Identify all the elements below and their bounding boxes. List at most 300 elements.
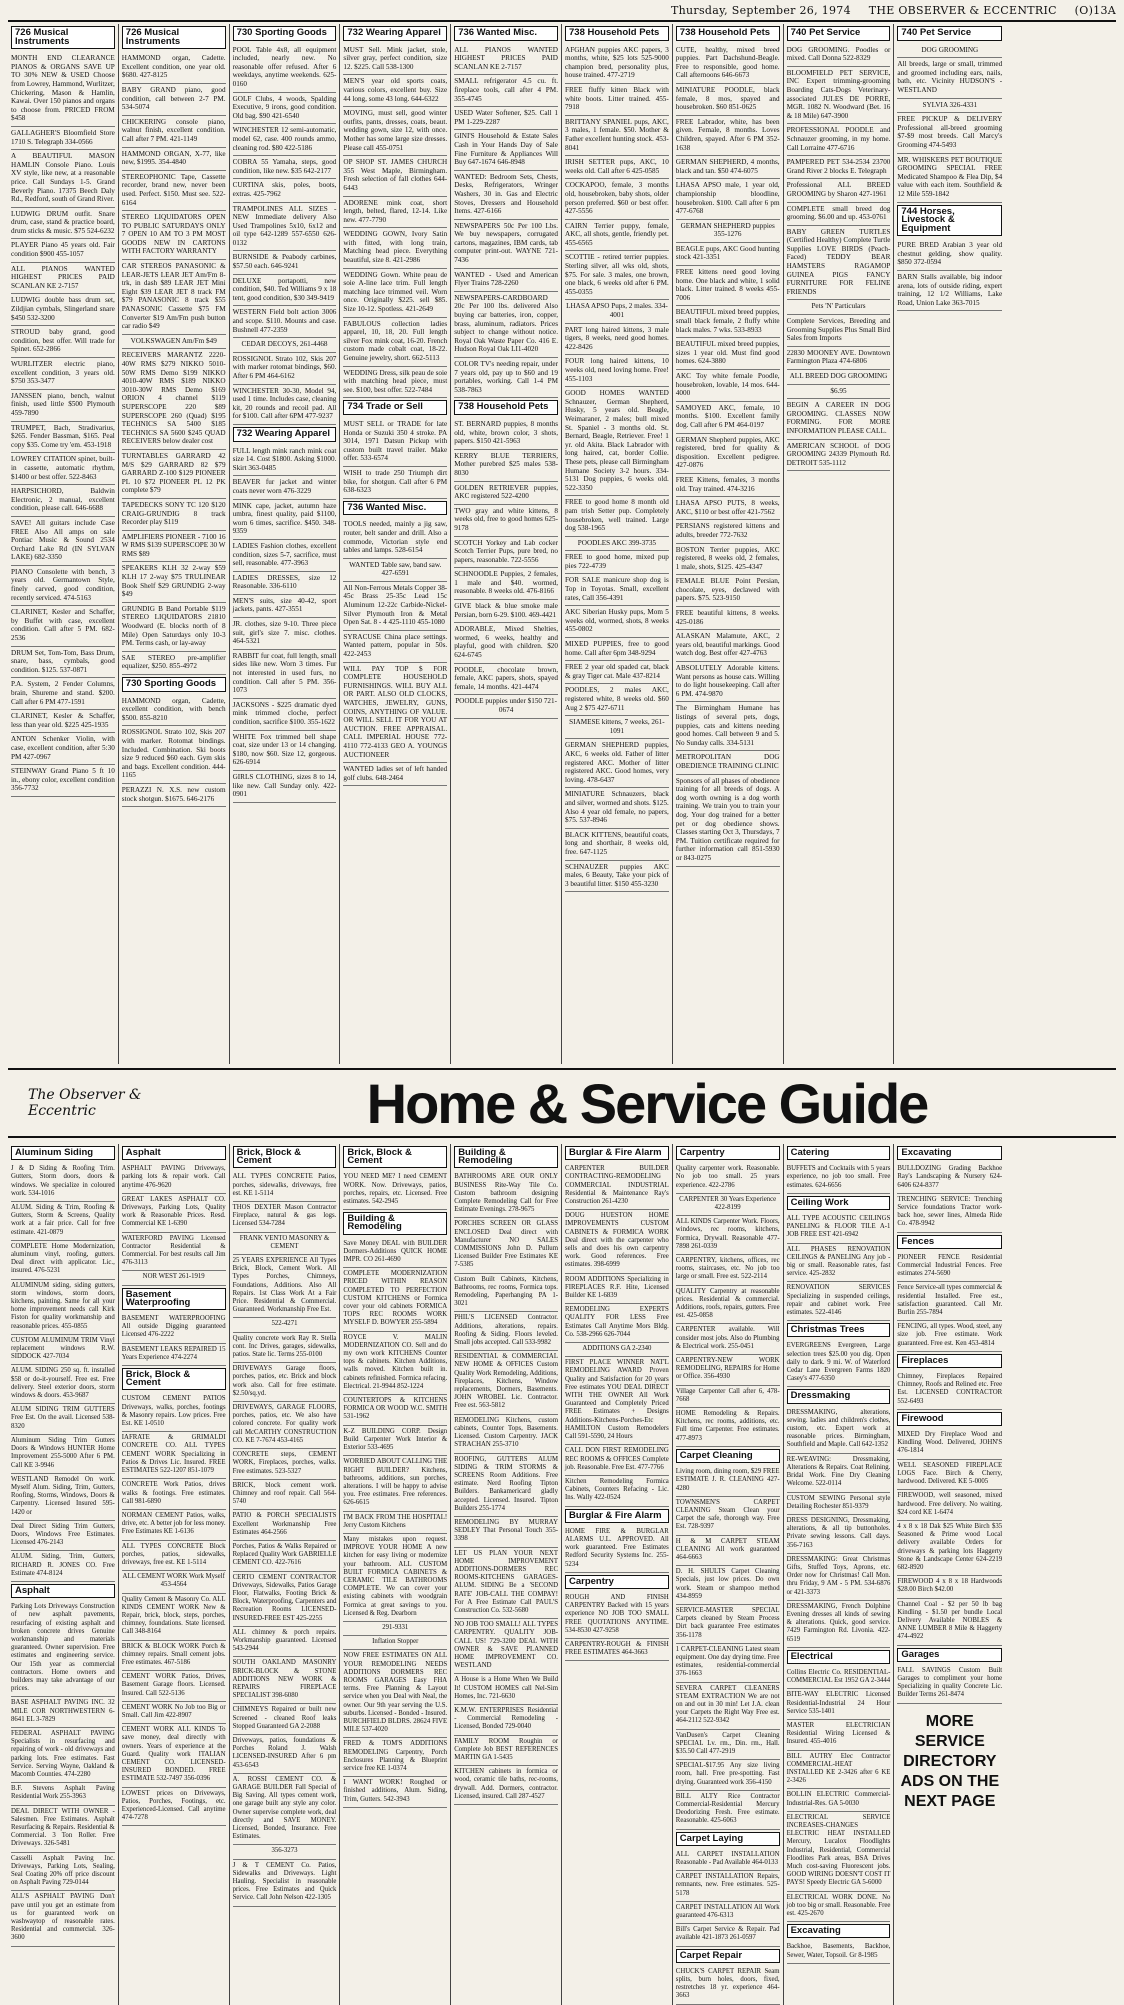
classified-header: Carpet Laying xyxy=(676,1832,780,1846)
classified-ad: FOUR long haired kittens, 10 weeks old, need loving home. Free! 455-1103 xyxy=(565,355,669,387)
classified-ad: MOVING, must sell, good winter outfits, pants, dresses, coats, beaut. wedding gown, size 12, with once. Mother has some large size dresses. Please call 455-0751 xyxy=(343,107,447,156)
classified-ad: ROSSIGNOL Strato 102, Skis 207 with marker. Rotomat bindings. Included. Combination. Ski boots size 9 reduced $60 each. Gym skis and bags. Excellent condition. 444-1165 xyxy=(122,726,226,784)
classified-header: Ceiling Work xyxy=(787,1196,891,1210)
classified-ad: FREE Labrador, white, has been given. Female, 8 months. Loves Children, spayed. After 6 PM 352-1638 xyxy=(676,116,780,156)
classified-ad: WILL PAY TOP $ FOR COMPLETE HOUSEHOLD FURNISHINGS. WILL BUY ALL OR PART. ALSO OLD CLOCKS, WATCHES, JEWELRY, GUNS, COINS, ANYTHING OF VALUE. OR WILL SELL IT FOR YOU AT AUCTION. FREE APPRAISAL. CALL IMPERIAL HOUSE 772-4110 772-4133 GEO A. YOUNGS AUCTIONEER xyxy=(343,663,447,764)
classified-ad: MASTER ELECTRICIAN Residential Wiring Licensed & Insured. 455-4016 xyxy=(787,1720,891,1751)
classified-columns xyxy=(8,24,1116,1064)
classified-ad: RABBIT fur coat, full length, small sides like new. Worn 3 times. Fur not interested in used furs, no condition. Call after 5 PM. 356-1073 xyxy=(233,650,337,699)
classified-ad: SAMOYED AKC, female, 10 months. $100. Excellent family dog. Call after 6 PM 464-0197 xyxy=(676,402,780,434)
classified-ad: BLACK KITTENS, beautiful coats, long and shorthair, 8 weeks old, free. 647-1125 xyxy=(565,829,669,861)
classified-ad: CEMENT WORK Patios, Drives, Basement Garage floors. Licensed. Insured. Call 522-5136 xyxy=(122,1671,226,1702)
classified-ad: P.A. System, 2 Fender Columns, brain, Shureme and stand. $200. Call after 6 PM 477-1591 xyxy=(11,678,115,710)
classified-ad: PIANO Consolette with bench, 3 years old. Germantown Style, finely carved, good condition, recently serviced. 474-5163 xyxy=(11,566,115,606)
classified-ad: Professional ALL BREED GROOMING by Sharon 427-1961 xyxy=(787,179,891,202)
classified-ad: ALL KINDS Carpenter Work. Floors, windows, rec rooms, kitchens, Formica, Drywall. Reasonable 477-7898 261-0339 xyxy=(676,1216,780,1255)
classified-ad: SCOTTIE - retired terrier puppies. Sterling silver, all wks old, shots, $75. For sale. 3 males, one brown, one black, 6 weeks old after 6 PM. 455-0355 xyxy=(565,251,669,300)
classified-ad: All Non-Ferrous Metals Copper 38-45c Brass 25-35c Lead 15c Aluminum 12-22c Carbide-Nickel-Silver Plymouth Iron & Metal Open Sat. 8 - 4 425-1110 455-1080 xyxy=(343,582,447,631)
classified-header: 726 Musical Instruments xyxy=(11,26,115,49)
classified-ad: BASEMENT WATERPROOFING All outside Digging guaranteed Licensed 476-2222 xyxy=(122,1313,226,1344)
classified-ad: DRIVEWAYS, GARAGE FLOORS, porches, patios, etc. We also have colored concrete. For quality work call McCARTHY CONSTRUCTION CO. KE 7-7674 453-4165 xyxy=(233,1402,337,1449)
classified-ad: PHIL'S LICENSED Contractor. Additions, alterations, repairs. Roofing & Siding. Floors leveled. Small jobs accepted. Call 533-9982 xyxy=(454,1312,558,1351)
classified-ad: WINCHESTER 30-30, Model 94, used 1 time. Includes case, cleaning kit, 20 rounds and recoil pad. All for $100. Call after 6PM 477-9237 xyxy=(233,385,337,425)
classified-ad: JR. clothes, size 9-10. Three piece suit, girl's size 7. misc. clothes. 464-5321 xyxy=(233,618,337,650)
classified-ad: Complete Services, Breeding and Grooming Supplies Plus Small Bird Sales from Imports xyxy=(787,315,891,347)
classified-ad: YOU NEED ME? I need CEMENT WORK. Now. Driveways, patios, porches, repairs, etc. Licensed. Free estimates. 542-2945 xyxy=(343,1171,447,1210)
classified-ad: IAFRATE & GRIMALDI CONCRETE CO. ALL TYPES CEMENT WORK Specializing in Patios & Drives Lic. Insured. FREE ESTIMATES 522-1207 851-1079 xyxy=(122,1432,226,1479)
classified-ad: STROUD baby grand, good condition, best offer. Will trade for Spinet. 652-2866 xyxy=(11,326,115,358)
classified-ad: TRUMPET, Bach, Stradivarius, $265. Fender Bassman, $165. Peal copy $35. Come try 'em. 453-1918 xyxy=(11,422,115,454)
classified-ad: Many mistakes upon request. IMPROVE YOUR HOME A new kitchen for easy living or modernize your bathroom. ALL CUSTOM BUILT FORMICA CABINETS & CERAMIC TILE BATHROOMS COMPLETE. We can cover your existing cabinets with woodgrain Formica at great savings to you. Licensed & Reg. Dearborn xyxy=(343,1534,447,1622)
classified-ad: DOUG HUESTON HOME IMPROVEMENTS CUSTOM CABINETS & FORMICA WORK Deal direct with the carpenter who sells and does his own carpentry work. Good references. Free estimates. 398-6999 xyxy=(565,1210,669,1273)
top-rule xyxy=(8,20,1116,22)
classified-ad: GOLDEN RETRIEVER puppies, AKC registered 522-4200 xyxy=(454,482,558,505)
classified-ad: Deal Direct Siding Trim Gutters, Doors, Windows Free Estimates. Licensed 476-2143 xyxy=(11,1521,115,1552)
classified-ad: J & T CEMENT Co. Patios, Sidewalks and Driveways. Light Hauling. Specialist in reasonable prices. Free Estimates and Quick Service. Call John Nelson 422-1305 xyxy=(233,1860,337,1907)
classified-ad: PURE BRED Arabian 3 year old chestnut gelding, show quality. $850 372-0594 xyxy=(897,239,1002,271)
classified-ad: JACKSONS - $225 dramatic dyed mink trimmed cloche, perfect condition, sacrifice $100. 355-1622 xyxy=(233,699,337,731)
classified-ad: AFGHAN puppies AKC papers, 3 months, white, $25 lots 525-9000 champion bred, personality plus, house trained. 477-2719 xyxy=(565,44,669,84)
classified-header: Dressmaking xyxy=(787,1389,891,1403)
classified-header: Excavating xyxy=(787,1924,891,1938)
column-c4 xyxy=(340,1144,451,2005)
column-c9 xyxy=(894,24,1005,1064)
classified-ad: MEN'S suits, size 40-42, sport jackets, pants. 427-3551 xyxy=(233,595,337,618)
classified-ad: POOL Table 4x8, all equipment included, nearly new. No reasonable offer refused. After 6 weekdays, anytime weekends. 625-0160 xyxy=(233,44,337,93)
classified-ad: Sponsors of all phases of obedience training for all breeds of dogs. A dog worth owning is a dog worth training. We train you to train your dog. Your dog trained for a better pet or dog obedience shows. Classes starting Oct 3, Thursdays, 7 PM. Tuition certificate required for further information call 851-5930 or 843-0275 xyxy=(676,775,780,867)
classified-ad: GERMAN SHEPHERD puppies, AKC, 6 weeks old. Father of litter registered AKC. Mother of litter registered AKC. Good homes, very loving. 478-6437 xyxy=(565,739,669,788)
section-banner xyxy=(8,1068,1116,1138)
classified-ad: MIXED PUPPIES, free to good home. Call after 6pm 348-9294 xyxy=(565,638,669,661)
classified-ad: ALL CEMENT WORK Work Myself 453-4564 xyxy=(122,1571,226,1593)
classified-ad: PAMPERED PET 534-2534 23700 Grand River 2 blocks E. Telegraph xyxy=(787,156,891,179)
classified-header: Burglar & Fire Alarm xyxy=(565,1509,669,1523)
classified-ad: ANTON Schenker Violin, with case, excellent condition, after 5:30 PM 427-0967 xyxy=(11,733,115,765)
classified-ad: I'M BACK FROM THE HOSPITAL! Jerry Custom Kitchens xyxy=(343,1512,447,1534)
column-c2 xyxy=(119,24,230,1064)
classified-header: Electrical xyxy=(787,1650,891,1664)
classified-ad: BURNSIDE & Peabody carbines, $57.50 each. 646-9241 xyxy=(233,251,337,274)
classified-ad: 4 x 8 x 18 Dak $25 White Birch $35 Seasoned & Prime wood Local delivery available Orders for driveways & parking lots Haggerty Stone & Landscape Center 624-2219 682-8920 xyxy=(897,1521,1002,1576)
classified-header: Brick, Block & Cement xyxy=(233,1146,337,1168)
classified-ad: ROSSIGNOL Strato 102, Skis 207 with marker rotomat bindings, $60. After 6 PM 464-6162 xyxy=(233,353,337,385)
classified-ad: FALL SAVINGS Custom Built Garages to compliment your home Specializing in quality Concrete Lic. Builder Terms 261-8474 xyxy=(897,1665,1002,1704)
classified-ad: BOSTON Terrier puppies, AKC registered, 8 weeks old, 2 females, 1 male, shots, $125. 425-4347 xyxy=(676,544,780,576)
classified-ad: CARPENTER 30 Years Experience 422-8199 xyxy=(676,1194,780,1216)
classified-header: 730 Sporting Goods xyxy=(233,26,337,41)
classified-ad: REMODELING Kitchens, custom cabinets, Counter Tops, Basements. Licensed. Custom Carpentry. JACK STRACHAN 255-3710 xyxy=(454,1415,558,1454)
classified-ad: CARPENTRY, kitchens, offices, rec rooms, staircases, etc. No job too large or small. Free est. 522-2114 xyxy=(676,1255,780,1286)
classified-ad: ALASKAN Malamute, AKC, 2 years old, beautiful markings. Good watch dog. Best offer 427-4763 xyxy=(676,630,780,662)
classified-ad: ALL PIANOS WANTED HIGHEST PRICES PAID SCANLAN KE 2-7157 xyxy=(454,44,558,76)
classified-ad: FREE Kittens, females, 3 months old. Tray trained. 474-3216 xyxy=(676,474,780,497)
classified-ad: LUDWIG double bass drum set, Zildjian cymbals, Slingerland snare $450 532-3200 xyxy=(11,294,115,326)
classified-ad: BABY GREEN TURTLES (Certified Healthy) Complete Turtle Supplies LOVE BIRDS (Peach-Faced) TEDDY BEAR HAMSTERS RAGAMOP GUINEA PIGS FANCY FURNITURE FOR FELINE FRIENDS xyxy=(787,226,891,301)
classified-ad: AMERICAN SCHOOL of DOG GROOMING 24339 Plymouth Rd. DETROIT 535-1112 xyxy=(787,440,891,472)
classified-ad: NOR WEST 261-1919 xyxy=(122,1271,226,1285)
classified-ad: BEAVER fur jacket and winter coats never worn 476-3229 xyxy=(233,476,337,499)
classified-ad: LADIES Fashion clothes, excellent condition, sizes 5-7, sacrifice, must sell, reasonable. 477-3963 xyxy=(233,540,337,572)
classified-ad: GREAT LAKES ASPHALT CO. Driveways, Parking Lots, Quality work & Reasonable Prices. Resd. Commercial KE 1-6390 xyxy=(122,1194,226,1233)
classified-ad: Bill's Carpet Service & Repair. Pad available 421-1873 261-0597 xyxy=(676,1924,780,1946)
classified-ad: OP SHOP ST. JAMES CHURCH 355 West Maple, Birmingham. Fresh selection of fall clothes 644-6443 xyxy=(343,156,447,196)
classified-ad: ELECTRICAL SERVICE INCREASES-CHANGES ELECTRIC HEAT INSTALLED Mercury, Lucalox Floodlights Industrial, Residential, Commercial Floodlites Park areas, BSA Drives Much cost-saving Fluorescent jobs. GOOD WIRING DOESN'T COST IT PAYS! Speedy Electric GA 5-6000 xyxy=(787,1812,891,1892)
classified-ad: SCHNAUZER puppies AKC males, 6 Beauty, Take your pick of 3 beautiful litter. $150 455-3230 xyxy=(565,861,669,893)
running-head xyxy=(657,4,1116,17)
classified-ad: COMPLETE MODERNIZATION PRICED WITHIN REASON COMPLETED TO PERFECTION CUSTOM KITCHENS or Formica cover your old cabinets FORMICA TOPS REC ROOMS WORK MYSELF D. BOWYER 255-5894 xyxy=(343,1268,447,1331)
classified-ad: SEVERA CARPET CLEANERS STEAM EXTRACTION We are not on and out in 30 min! Let J.A. clean your Carpets the Right Way Free est. 464-2112 522-9342 xyxy=(676,1683,780,1730)
classified-ad: CEMENT WORK No Job too Big or Small. Call Jim 422-8907 xyxy=(122,1702,226,1724)
classified-ad: HAMMOND organ, Cadette, excellent condition, with bench $500. 855-8210 xyxy=(122,695,226,727)
classified-ad: FEDERAL ASPHALT PAVING Specialists in resurfacing and repairing of work - old driveways and parking lots. Free estimates. Fast Service. Serving Wayne, Oakland & Macomb Counties. 474-2280 xyxy=(11,1728,115,1783)
classified-ad: BITE-WAY ELECTRIC Licensed Residential-Industrial 24 Hour Service 535-1401 xyxy=(787,1689,891,1720)
classified-ad: CEDAR DECOYS, 261-4468 xyxy=(233,338,337,353)
column-c2 xyxy=(119,1144,230,2005)
classified-ad: SPECIAL-$17.95 Any size living room, hall. Free pre-spotting. Fast drying. Guaranteed work 356-4150 xyxy=(676,1760,780,1791)
classified-ad: MUST SELL or TRADE for late Honda or Suzuki 350 4 stroke. PA 3014, 1971 Datsun Pickup with custom built travel trailer. Make offer. 533-6574 xyxy=(343,418,447,467)
classified-header: 732 Wearing Apparel xyxy=(343,26,447,41)
classified-ad: Aluminum Siding Trim Gutters Doors & Windows HUNTER Home Improvement 255-5000 After 6 PM. Call KE 3-9946 xyxy=(11,1435,115,1474)
classified-ad: CHIMNEYS Repaired or built new Screened - cleaned Roof leaks Stopped Guaranteed GA 2-2088 xyxy=(233,1704,337,1735)
classified-ad: Channel Coal - $2 per 50 lb bag Kindling - $1.50 per bundle Local Delivery Available NOBLES & ANNE LUMBER 8 Mile & Haggerty 474-4922 xyxy=(897,1599,1002,1646)
classified-ad: PERAZZI N. X.S. new custom stock shotgun. $1675. 646-2176 xyxy=(122,784,226,807)
column-c1 xyxy=(8,24,119,1064)
classified-ad: NOW FREE ESTIMATES ON ALL YOUR REMODELING NEEDS ADDITIONS DORMERS REC ROOMS GARAGES Easy FHA terms. Free Planning & Layout service when you Deal with Neal, the owner. Our 9th year serving the U.S. suburbs. Licensed - Bonded - Insured. BURCHFIELD BLDRS. 28624 FIVE MILE 537-4020 xyxy=(343,1650,447,1738)
classified-ad: ALUM SIDING TRIM GUTTERS Free Est. On the avail. Licensed 538-8320 xyxy=(11,1404,115,1435)
classified-ad: 356-3273 xyxy=(233,1845,337,1859)
column-c4 xyxy=(340,24,451,1064)
classified-ad: Quality Cement & Masonry Co. ALL KINDS CEMENT WORK New & Repair, brick, block, steps, porches, chimney, foundations. State licensed. Call 348-8164 xyxy=(122,1594,226,1641)
classified-ad: B.F. Stevens Asphalt Paving Residential Work 255-3963 xyxy=(11,1783,115,1805)
classified-ad: WEDDING GOWN, Ivory Satin with fitted, with long train, Matching head piece. Everything beautiful, size 8. 421-2986 xyxy=(343,228,447,268)
classified-header: 738 Household Pets xyxy=(454,400,558,415)
classified-ad: WANTED ladies set of left handed golf clubs. 648-2464 xyxy=(343,763,447,786)
classified-header: Firewood xyxy=(897,1412,1002,1426)
classified-ad: 522-4271 xyxy=(233,1318,337,1332)
classified-ad: BEAUTIFUL mixed breed puppies, small black female, 2 fluffy white black males. 7 wks. 533-8933 xyxy=(676,306,780,338)
classified-ad: MUST Sell. Mink jacket, stole, silver gray, perfect condition, size 12. $225. Call 538-1300 xyxy=(343,44,447,76)
classified-ad: Custom Built Cabinets, Kitchens, Bathrooms, rec rooms, Formica tops. Remodeling, Paperhanging PA 1-3021 xyxy=(454,1274,558,1313)
classified-ad: A BEAUTIFUL MASON HAMLIN Console Piano. Louis XV style, like new, at a reasonable price. Call Sundays 1-5. Grand Beverly Piano. 17375 Beech Daly Rd., Redford, south of Grand River. xyxy=(11,150,115,208)
classified-ad: STEREOPHONIC Tape, Cassette recorder, brand new, never been used. Perfect. $150. Must see. 522-6164 xyxy=(122,171,226,211)
classified-ad: COCKAPOO, female, 3 months old, housebroken, baby shots, older person preferred. $60 or best offer. 427-5556 xyxy=(565,179,669,219)
classified-header: Garages xyxy=(897,1648,1002,1662)
classified-ad: GRUNDIG B Band Portable $119 STEREO LIQUIDATORS 21810 Woodward (E. blocks north of 8 Mile) Open Saturdays only 10-3 PM. Terms cash, or lay-away xyxy=(122,603,226,652)
classified-header: Building & Remodeling xyxy=(343,1212,447,1234)
classified-ad: FREE PICKUP & DELIVERY Professional all-breed grooming $7-$9 most breeds. Call Marcy's Grooming 474-5493 xyxy=(897,113,1002,153)
classified-ad: FABULOUS collection ladies apparel, 10, 18, 20. Full length silver Fox mink coat, 16-20. French custom made cobalt coat, 18-22. Genuine jewelry, short. 662-5113 xyxy=(343,318,447,367)
masthead-logo: The Observer & Eccentric xyxy=(28,1087,142,1119)
classified-ad: COBRA 55 Yamaha, steps, good condition, like new. $35 642-2177 xyxy=(233,156,337,179)
classified-ad: ROYCE V. MALIN MODERNIZATION CO. Sell and do my own work KITCHENS Counter tops & cabinets. Kitchen Additions, walls moved. Kitchen built in. cabinets refinished. Formica refacing. Electrical. 21-9944 852-1224 xyxy=(343,1332,447,1395)
classified-header: Burglar & Fire Alarm xyxy=(565,1146,669,1160)
classified-ad: CAIRN Terrier puppy, female, AKC, all shots, gentle, friendly pet. 455-6565 xyxy=(565,220,669,252)
classified-ad: TWO gray and white kittens, 8 weeks old, free to good homes 625-9178 xyxy=(454,505,558,537)
classified-ad: BEAUTIFUL mixed breed puppies, sizes 1 year old. Must find good homes. 624-3880 xyxy=(676,338,780,370)
classified-ad: ST. BERNARD puppies, 8 months old, white, brown color, 3 shots, papers. $150 421-5963 xyxy=(454,418,558,450)
classified-ad: CONCRETE Work Patios, drives walks & footings. Free estimates. Call 981-6890 xyxy=(122,1479,226,1510)
column-c3 xyxy=(230,1144,341,2005)
classified-ad: FOR SALE manicure shop dog is Top in Toyotas. Small, excellent rates, Call 356-4391 xyxy=(565,574,669,606)
classified-ad: HAMMOND organ, Cadette. Excellent condition, one year old. $680. 427-8125 xyxy=(122,52,226,84)
classified-ad: LUDWIG DRUM outfit. Snare drum, case, stand & practice board, drum sticks & music. $75 524-6232 xyxy=(11,208,115,240)
classified-header: Fireplaces xyxy=(897,1354,1002,1368)
classified-ad: AKC Siberian Husky pups, Mom 5 weeks old, wormed, shots, 8 weeks 455-0802 xyxy=(565,606,669,638)
classified-ad: 25 YEARS EXPERIENCE All Types Brick, Block, Cement Work. All Types Porches, Chimneys, Foundations, Additions. Also All Repairs. 1st Class Work At a Fair Price. Residential & Commercial. Guaranteed. Workmanship Free Est. xyxy=(233,1255,337,1318)
classified-ad: RESIDENTIAL & COMMERCIAL NEW HOME & OFFICES Custom Quality Work Remodeling, Additions, Fireplaces, Kitchens, Window replacements, Dormers, Basements. JOHN WROBEL Lic. Contractor. Free est. 563-5812 xyxy=(454,1351,558,1414)
classified-ad: All breeds, large or small, trimmed and groomed including ears, nails, bath, etc. Vicinity HUDSON'S - WESTLAND xyxy=(897,58,1002,98)
classified-ad: KITCHEN cabinets in formica or wood, ceramic tile baths, rec-rooms, drywall. Add. Dormers, contractor. Licensed, insured. Call 287-4527 xyxy=(454,1766,558,1805)
classified-header: Catering xyxy=(787,1146,891,1160)
classified-ad: HARPSICHORD, Baldwin Electronic, 2 manual, excellent condition, please call. 646-6688 xyxy=(11,485,115,517)
classified-ad: ASPHALT PAVING Driveways, parking lots & repair work. Call anytime 476-9620 xyxy=(122,1163,226,1194)
classified-ad: A. ROSSI CEMENT CO. & GARAGE BUILDER Fall Special of Big Saving. All types cement work, one garage built any style any color. Owner supervise complete work, deal directly and SAVE MONEY. Licensed, Bonded, Insurance. Free Estimates. xyxy=(233,1774,337,1846)
classified-header: 736 Wanted Misc. xyxy=(454,26,558,41)
classified-ad: NEWSPAPERS-CARDBOARD 20c Per 100 lbs. delivered Also buying car batteries, iron, copper, brass, aluminum, radiators. Prices subject to change without notice. Royal Oak Waste Paper Co. 416 E. Hudson Royal Oak LI1-4020 xyxy=(454,292,558,358)
classified-ad: BEAGLE pups, AKC Good hunting stock 421-3351 xyxy=(676,243,780,266)
classified-ad: WISH to trade 250 Triumph dirt bike, for shotgun. Call after 6 PM 638-6323 xyxy=(343,467,447,499)
classified-ad: AKC Toy white female Poodle, housebroken, lovable, 14 mos. 644-4000 xyxy=(676,370,780,402)
classified-ad: HOME Remodeling & Repairs. Kitchens, rec rooms, additions, etc. Full time Carpenter. Free estimates. 477-8973 xyxy=(676,1408,780,1447)
classified-ad: POODLE, chocolate brown, female, AKC papers, shots, spayed female, 14 months. 421-4474 xyxy=(454,664,558,696)
classified-ad: ROOFING, GUTTERS ALUM SIDING & TRIM STORMS & SCREENS Room Additions. Free estimate. Nerd Roofing Tipton Builders. Bankamericard gladly accepted. Licensed. Insured. Tipton Builders 255-1774 xyxy=(454,1454,558,1517)
classified-ad: ALL BREED DOG GROOMING xyxy=(787,370,891,385)
classified-ad: DEAL DIRECT WITH OWNER - Salesmen. Free Estimates. Asphalt Resurfacing & Repairs. Residential & Commercial. 3 Ton Roller. Free Driveways. 326-5481 xyxy=(11,1806,115,1853)
classified-ad: CARPENTER BUILDER CONTRACTING-REMODELING COMMERCIAL INDUSTRIAL Residential & Maintenance Ray's Construction 261-4230 xyxy=(565,1163,669,1210)
classified-ad: ADORENE mink coat, short length, belted, flared, 12-14. Like new. 477-7790 xyxy=(343,197,447,229)
classified-ad: FIREWOOD, well seasoned, mixed hardwood. Free delivery. No waiting. $24 cord KE 1-6474 xyxy=(897,1490,1002,1521)
classified-header: 744 Horses, Livestock & Equipment xyxy=(897,205,1002,237)
classified-ad: ALL PIANOS WANTED HIGHEST PRICES PAID SCANLAN KE 2-7157 xyxy=(11,263,115,295)
classified-ad: POODLES, 2 males AKC, registered white, 8 weeks old. $60 Aug 2 $75 427-6711 xyxy=(565,684,669,716)
column-c7 xyxy=(673,1144,784,2005)
classified-ad: COLOR TV's needing repair, under 7 years old, pay up to $60 and 19 portables, working. Call 1-4 PM 538-7863 xyxy=(454,358,558,398)
classified-ad: CARPENTRY-NEW WORK REMODELING, REPAIRS for Home or Office. 356-4930 xyxy=(676,1355,780,1386)
classified-ad: WANTED - Used and American Flyer Trains 728-2260 xyxy=(454,269,558,292)
classified-header: 726 Musical Instruments xyxy=(122,26,226,49)
classified-ad: ALL CARPET INSTALLATION Reasonable - Pad Available 464-0133 xyxy=(676,1849,780,1871)
classified-ad: ROUGH AND FINISH CARPENTRY Backed with 15 years experience NO JOB TOO SMALL FREE QUOTATIONS ANYTIME. 534-8530 427-9258 xyxy=(565,1592,669,1639)
classified-ad: CONCRETE steps, CEMENT WORK, Fireplaces, porches, walks. Free estimates. 523-5327 xyxy=(233,1449,337,1480)
classified-ad: Village Carpenter Call after 6, 478-7668 xyxy=(676,1386,780,1408)
classified-header: Carpet Repair xyxy=(676,1949,780,1963)
classified-ad: BRICK & BLOCK WORK Porch & chimney repairs. Small cement jobs. Free estimates. 467-5186 xyxy=(122,1641,226,1672)
classified-ad: ALL PHASES RENOVATION CEILINGS & PANELING Any job - big or small. Reasonable rates, fast service. 425-2832 xyxy=(787,1244,891,1283)
classified-ad: QUALITY Carpentry at reasonable prices. Residential & commercial. Additions, roofs, repairs, gutters. Free est. 425-0858 xyxy=(676,1286,780,1325)
classified-ad: LADIES DRESSES, size 12 Reasonable. 336-6110 xyxy=(233,572,337,595)
classified-ad: CLARINET, Kesler & Schaffer, less than year old. $225 425-1935 xyxy=(11,710,115,733)
classified-header: 740 Pet Service xyxy=(787,26,891,41)
classified-ad: CAR STEREOS PANASONIC & LEAR-JETS LEAR JET Am/Fm 8-trk, in dash $89 LEAR JET Mini Eight $39 LEAR JET 8 track FM $79 PANASONIC 8 track $55 PANASONIC Cassette $75 FM Converter $19 Am/Fm push button car radio $49 xyxy=(122,260,226,335)
classified-ad: Collins Electric Co. RESIDENTIAL-COMMERCIAL Est 1952 GA 2-3444 xyxy=(787,1667,891,1689)
classified-ad: DOG GROOMING xyxy=(897,44,1002,59)
classified-ad: TURNTABLES GARRARD 42 M/S $29 GARRARD 82 $79 GARRARD Z-100 $129 PIONEER PL 10 $72 PIONEER PL 12 PK complete $79 xyxy=(122,450,226,499)
classified-ad: ALL chimney & porch repairs. Workmanship guaranteed. Licensed 543-2944 xyxy=(233,1627,337,1658)
classified-ad: WANTED Table saw, band saw. 427-6591 xyxy=(343,559,447,582)
classified-header: Christmas Trees xyxy=(787,1323,891,1337)
classified-ad: REMODELING EXPERTS QUALITY FOR LESS Free Estimates Call Anytime Mors Bldg. Co. 538-2966 626-7044 xyxy=(565,1304,669,1343)
classified-ad: WHITE Fox trimmed bell shape coat, size under 13 or 14 changing. $180, now $60. Size 12, gorgeous. 626-6914 xyxy=(233,731,337,771)
classified-ad: K.M.W. ENTERPRISES Residential - Commercial Remodeling - Licensed, Bonded 729-0040 xyxy=(454,1705,558,1736)
classified-ad: Backhoe, Basements, Backhoe, Sewer, Water, Topsoil. Gr 8-1985 xyxy=(787,1941,891,1963)
classified-ad: Driveways, patios, foundations & Porches Roland J. Walsh LICENSED-INSURED After 6 pm 453-6543 xyxy=(233,1735,337,1774)
classified-ad: COMPLETE Home Modernization, aluminum vinyl, roofing, gutters. Deal direct with applicator. Lic., insured. 476-5231 xyxy=(11,1241,115,1280)
classified-ad: SAE STEREO pre-amplifier equalizer, $250. 855-4972 xyxy=(122,652,226,675)
classified-ad: BARN Stalls available, big indoor arena, lots of outside riding, expert training, 12 1/2 Williams, Lake Road, Union Lake 363-7015 xyxy=(897,271,1002,311)
classified-ad: DELUXE portapotti, new condition, $40. Ted Williams 9 x 18 tent, good condition, $30 349-9419 xyxy=(233,275,337,307)
column-c5 xyxy=(451,24,562,1064)
classified-ad: ROOM ADDITIONS Specializing in FIREPLACES R.F. Hite, Licensed Builder KE 1-6839 xyxy=(565,1274,669,1305)
classified-ad: FRED & TOM'S ADDITIONS REMODELING Carpentry, Porch Enclosures Planning & Blueprint service free KE 1-0374 xyxy=(343,1738,447,1777)
classified-ad: SIAMESE kittens, 7 weeks, 261-1091 xyxy=(565,716,669,739)
classified-ad: MONTH END CLEARANCE PIANOS & ORGANS SAVE UP TO 30% NEW & USED Choose from Lowrey, Hammond, Wurlitzer, Chickering, Mason & Hamlin, Kawai. Over 150 pianos and organs to choose from. PRICED FROM $458 xyxy=(11,52,115,127)
classified-ad: SAVE! All guitars include Case FREE Also All amps on sale Pontiac Music & Sound 2534 Orchard Lake Rd (IN SYLVAN LAKE) 682-3350 xyxy=(11,517,115,566)
classified-ad: MINIATURE Schnauzers, black and silver, wormed and shots. $125. Also 4 year old female, no papers, $75. 537-8946 xyxy=(565,788,669,828)
classified-ad: Pets 'N' Particulars xyxy=(787,300,891,315)
classified-ad: CUTE, healthy, mixed breed puppies. Part Dachshund-Beagle. Free to responsible, good home. Call afternoons 646-6673 xyxy=(676,44,780,84)
classified-ad: FREE beautiful kittens, 8 weeks. 425-0186 xyxy=(676,607,780,630)
classified-ad: FIRST PLACE WINNER NAT'L REMODELING AWARD Proven Quality and Satisfaction for 20 years Free estimates YOU DEAL DIRECT WITH THE OWNER All Work Guaranteed and Completely Priced FREE Estimates + Designs Additions-Kitchens-Porches-Etc HAMILTON Custom Remodelers Call 591-5590, 24 Hours xyxy=(565,1357,669,1445)
classified-ad: HAMMOND ORGAN, X-77, like new, $1995. 354-4840 xyxy=(122,148,226,171)
classified-ad: TRENCHING SERVICE: Trenching Service foundations Tractor work-back hoe, sewer lines, Almeda Ride Co. 478-9942 xyxy=(897,1194,1002,1233)
classified-ad: Porches, Patios & Walks Repaired or Replaced Quality Work GABRIELLE CEMENT CO. 422-7616 xyxy=(233,1541,337,1572)
classified-ad: POODLES AKC 399-3735 xyxy=(565,537,669,552)
classified-ad: SCHNOODLE Puppies, 2 females, 1 male and $40. wormed, reasonable. 8 weeks old. 476-8166 xyxy=(454,568,558,600)
classified-ad: PART long haired kittens, 3 male tigers, 8 weeks, need good homes. 422-8426 xyxy=(565,324,669,356)
classified-ad: DRESS DESIGNING, Dressmaking, alterations, & all tip buttonholes. Private sewing lessons. Call days. 356-7163 xyxy=(787,1515,891,1554)
classified-ad: WATERFORD PAVING Licensed Contractor Residential & Commercial. For best results call Jim 476-3113 xyxy=(122,1233,226,1272)
classified-ad: RENOVATION SERVICES Specializing in suspended ceilings, repair and cabinet work. Free estimates. 522-4146 xyxy=(787,1282,891,1321)
classified-ad: K-Z BUILDING CORP. Design Build Carpenter Work Interior & Exterior 533-4695 xyxy=(343,1426,447,1457)
classified-ad: 291-9331 xyxy=(343,1622,447,1636)
classified-ad: LOWREY CITATION spinet, built-in cassette, automatic rhythm, $1400 or best offer. 522-8463 xyxy=(11,453,115,485)
classified-ad: BATHROOMS ARE OUR ONLY BUSINESS Rite-Way Tile Co. Custom bathroom designing Complete Remodeling Call for Free Estimate Evenings. 278-9675 xyxy=(454,1171,558,1218)
classified-ad: GERMAN Shepherd puppies, AKC registered, bred for quality & disposition. Excellent pedigree. 427-0876 xyxy=(676,434,780,474)
classified-ad: Chimney, Fireplaces Repaired Chimney, Roofs and Relined etc. Free Est. LICENSED CONTRACTOR 552-6493 xyxy=(897,1371,1002,1410)
classified-ad: GOLF Clubs, 4 woods, Spalding Executive, 9 irons, good condition. Old bag. $90 421-6540 xyxy=(233,93,337,125)
classified-ad: COUNTERTOPS & KITCHENS FORMICA OR WOOD W.C. SMITH 531-1962 xyxy=(343,1395,447,1426)
classified-ad: LHASA APSO Pups, 2 males. 334-4001 xyxy=(565,300,669,323)
classified-header: Fences xyxy=(897,1235,1002,1249)
classified-ad: WURLITZER electric piano, excellent condition, 3 years old. $750 353-3477 xyxy=(11,358,115,390)
classified-ad: MINK cape, jacket, autumn haze umbra, finest quality, paid $1100, worn 6 times, sacrifice. $450. 348-9359 xyxy=(233,500,337,540)
classified-ad: CARPENTER available. Will consider most jobs. Also do Plumbing & Electrical work. 255-0451 xyxy=(676,1324,780,1355)
classified-ad: ELECTRICAL WORK DONE. No job too big or small. Reasonable. Free est. 425-2670 xyxy=(787,1892,891,1923)
classified-ad: CUSTOM CEMENT PATIOS Driveways, walks, porches, footings & Masonry repairs. Low prices. Free Est. KE 1-0510 xyxy=(122,1393,226,1432)
classified-ad: VOLKSWAGEN Am/Fm $49 xyxy=(122,335,226,350)
classified-ad: COMPLETE small breed dog grooming. $6.00 and up. 453-0761 xyxy=(787,203,891,226)
issue-date: Thursday, September 26, 1974 xyxy=(671,4,851,17)
classified-ad: FENCING, all types. Wood, steel, any size job. Free estimate. Work guaranteed. Free est. Ken 453-4814 xyxy=(897,1321,1002,1352)
classified-ad: CALL DON FIRST REMODELING REC ROOMS & OFFICES Complete job. Reasonable. Free Est. 477-7766 xyxy=(565,1445,669,1476)
classified-ad: PATIO & PORCH SPECIALISTS Excellent Workmanship Free Estimates 464-2566 xyxy=(233,1510,337,1541)
classified-ad: ADORABLE, Mixed Shelties, wormed, 6 weeks, healthy and playful, good with children. $20 624-6745 xyxy=(454,623,558,663)
classified-header: Brick, Block & Cement xyxy=(343,1146,447,1168)
classified-ad: ALUM. Siding & Trim, Roofing & Gutters, Storm & Screens, Quality work at a fair price. Call for free estimate. 421-0879 xyxy=(11,1202,115,1241)
classified-ad: NORMAN CEMENT Patios, walks, drive, etc. A better job for less money. Free Estimates KE 1-6136 xyxy=(122,1510,226,1541)
classified-ad: GIRLS CLOTHING, sizes 8 to 14, like new. Call Sunday only. 422-0901 xyxy=(233,771,337,803)
classified-ad: DRESSMAKING, alterations, sewing. ladies and children's clothes, custom, etc. Expert work at reasonable prices. Birmingham, Southfield and Maple. Call 642-1352 xyxy=(787,1407,891,1454)
classified-ad: GALLAGHER'S Bloomfield Store 1710 S. Telegraph 334-0566 xyxy=(11,127,115,150)
classified-ad: CHICKERING console piano, walnut finish, excellent condition. Call after 7 PM. 421-1149 xyxy=(122,116,226,148)
classified-ad: PIONEER FENCE Residential Commercial Industrial Fences. Free estimates 274-5690 xyxy=(897,1252,1002,1283)
classified-header: Excavating xyxy=(897,1146,1002,1160)
classified-ad: THOS DEXTER Mason Contractor Fireplace, natural & gas logs. Licensed 534-7284 xyxy=(233,1202,337,1233)
classified-ad: LHASA APSO PUTS, 8 weeks, AKC, $110 or best offer 421-7562 xyxy=(676,497,780,520)
classified-ad: GINI'S Household & Estate Sales Cash in Your Hands Day of Sale Fine Furniture & Appliances Will Buy 647-1674 646-8948 xyxy=(454,130,558,170)
classified-ad: DRESSMAKING, French Dolphine Evening dresses all kinds of sewing & alterations. Quick, good service. 7429 Farmington Rd. Livonia. 422-6519 xyxy=(787,1601,891,1648)
classified-ad: Quality concrete work Ray R. Stella cont. Inc Drives, garages, sidewalks, patios. State lic. Terms 255-0100 xyxy=(233,1333,337,1364)
classified-ad: CARPET INSTALLATION Repairs, remnants, new. Free estimates. 525-5178 xyxy=(676,1871,780,1902)
classified-ad: CARPET INSTALLATION All Work guaranteed 476-6313 xyxy=(676,1902,780,1924)
classified-ad: TOWNSMEN'S CARPET CLEANING Steam Clean your Carpet the safe, thorough way. Free Est. 728-9397 xyxy=(676,1497,780,1536)
classified-ad: VanDusen's Carpet Cleaning SPECIAL Lv. rm., Din. rm., Hall. $35.50 Call 477-2919 xyxy=(676,1730,780,1761)
classified-ad: SYRACUSE China place settings. Wanted pattern, popular in 50s. 422-2453 xyxy=(343,631,447,663)
classified-ad: 22830 MOONEY AVE. Downtown Farmington Plaza 474-6806 xyxy=(787,347,891,370)
classified-ad: CERTO CEMENT CONTRACTOR Driveways, Sidewalks, Patios Garage Floor, Flatwalks, Footing Brick & Block, Waterproofing, Carpenters and Recreation Rooms LICENSED-INSURED-FREE EST 425-2255 xyxy=(233,1572,337,1627)
classified-ad: NEWSPAPERS 50c Per 100 Lbs. We buy newspapers, corrugated cartons, magazines, IBM cards, tab computer print-out. WAYNE 721-7436 xyxy=(454,220,558,269)
classified-ad: DRIVEWAYS Garage floors, porches, patios, etc. Brick and block work also. Call for free estimate. $2.50/sq.yd. xyxy=(233,1363,337,1402)
classified-ad: STEREO LIQUIDATORS OPEN TO PUBLIC SATURDAYS ONLY 7 OPEN 10 AM TO 3 PM MOST GOODS NEW IN CARTONS WITH FACTORY WARRANTY xyxy=(122,211,226,260)
classified-ad: BILL ALTY Rice Contractor Commercial-Residential Mercury Deodorizing Fresh. Free estimate. Reasonable. 425-6063 xyxy=(676,1791,780,1830)
classified-ad: BLOOMFIELD PET SERVICE, INC Expert trimming-grooming Boarding Cats-Dogs Veterinary-associated JULES DE PORRE, MGR. 1082 N. Woodward (Bet. 16 & 18 Mile) 647-3900 xyxy=(787,67,891,125)
classified-ad: WEDDING Dress, silk peau de soie with matching head piece, must see. $100, best offer. 522-7484 xyxy=(343,367,447,399)
classified-ad: STEINWAY Grand Piano 5 ft 10 in., ebony color, excellent condition 356-7732 xyxy=(11,765,115,797)
column-c8 xyxy=(784,1144,895,2005)
classified-ad: FRANK VENTO MASONRY & CEMENT xyxy=(233,1233,337,1255)
classified-ad: NO JOB TOO SMALL! ALL TYPES CARPENTRY. QUALITY JOB- CALL US! 729-3200 DEAL WITH OWNER & SAVE PLANNED HOME IMPROVEMENT CO. WESTLAND xyxy=(454,1619,558,1674)
classified-ad: DRESSMAKING: Great Christmas Gifts, Stuffed Toys, Aprons, etc. Order now for Christmas! Call Mon. thru Friday, 9 AM - 5 PM. 534-6876 or 421-3373 xyxy=(787,1554,891,1601)
column-c7 xyxy=(673,24,784,1064)
classified-ad: METROPOLITAN DOG OBEDIENCE TRAINING CLINIC xyxy=(676,751,780,774)
classified-ad: PLAYER Piano 45 years old. Fair condition $900 455-1057 xyxy=(11,239,115,262)
classified-ad: MEN'S year old sports coats, various colors, excellent buy. Size 44 long, some 43 long. 644-6322 xyxy=(343,75,447,107)
classified-ad: BRICK, block cement work. Chimney and roof repair. Call 564-5740 xyxy=(233,1480,337,1511)
classified-ad: ALUM. SIDING 250 sq. ft. installed $58 or do-it-yourself. Free est. Free delivery. Steel exterior doors, storm windows & doors. 453-9687 xyxy=(11,1365,115,1404)
classified-ad: HOME FIRE & BURGLAR ALARMS U.L. APPROVED. All work guaranteed. Free Estimates Redford Security Systems Inc. 255-5234 xyxy=(565,1526,669,1573)
classified-ad: A House is a Home When We Build It! CUSTOM HOMES call Nel-Sim Homes, Inc. 721-6630 xyxy=(454,1674,558,1705)
classified-ad: WELL SEASONED FIREPLACE LOGS Face. Birch & Cherry, hardwood. Delivered. KE 5-0005 xyxy=(897,1460,1002,1491)
classified-ad: RECEIVERS MARANTZ 2220-40W RMS $279 NIKKO 5010-50W RMS Demo $199 NIKKO 4010-40W RMS $189 NIKKO 3010-30W RMS Demo $169 ORION 4 channel $119 SUPERSCOPE 220 $89 SUPERSCOPE 260 (Quad) $195 TECHNICS SA 5400 $185 TECHNICS SA 5600 $245 QUAD RECEIVERS below dealer cost xyxy=(122,349,226,450)
classified-ad: PORCHES SCREEN OR GLASS ENCLOSED Deal direct with Manufacturer NO SALES COMMISSIONS John D. Pullum Licensed Builder Free Estimates KE 7-5385 xyxy=(454,1218,558,1273)
classified-ad: 1 CARPET-CLEANING Latest steam equipment. One day drying time. Free estimates, residential-commercial 376-1663 xyxy=(676,1644,780,1683)
classified-ad: AMPLIFIERS PIONEER - 7100 16 W RMS $139 SUPERSCOPE 30 W RMS $89 xyxy=(122,531,226,563)
classified-ad: LET US PLAN YOUR NEXT HOME IMPROVEMENT ADDITIONS-DORMERS REC ROOMS-KITCHENS GARAGES-ALUM. SIDING Be a 'SECOND RATE' JOB-CALL THE COMPAY! For A Free Estimate Call PAUL'S Construction Co. 532-5680 xyxy=(454,1548,558,1620)
classified-ad: WESTERN Field bolt action 3006 and scope. $110. Mounts and case. Bushnell 477-2359 xyxy=(233,306,337,338)
classified-header: Building & Remodeling xyxy=(454,1146,558,1168)
classified-ad: I WANT WORK! Roughed or finished additions, Alum. Siding, Trim, Gutters. 542-3943 xyxy=(343,1777,447,1808)
classified-ad: FREE fluffy kitten Black with white boots. Litter trained. 455-7918 xyxy=(565,84,669,116)
classified-ad: WANTED: Bedroom Sets, Chests, Desks, Refrigerators, Wringer Washers, 30 in. Gas and Electric Stoves, Dressers and Household Items. 427-6166 xyxy=(454,171,558,220)
classified-header: Aluminum Siding xyxy=(11,1146,115,1160)
section-title: Home & Service Guide xyxy=(366,1071,928,1135)
classified-ad: TRAMPOLINES ALL SIZES - NEW Immediate delivery Also Used Trampolines 5x10, 6x12 and oil type 642-1289 557-6550 626-0132 xyxy=(233,203,337,252)
classified-ad: Quality carpenter work. Reasonable. No job too small. 25 years experience. 422-2786 xyxy=(676,1163,780,1194)
classified-ad: DOG GROOMING. Poodles or mixed. Call Donna 522-8329 xyxy=(787,44,891,67)
classified-header: Carpet Cleaning xyxy=(676,1449,780,1463)
classified-header: 738 Household Pets xyxy=(565,26,669,41)
column-c8 xyxy=(784,24,895,1064)
classified-ad: ALL TYPES CONCRETE Patios, porches, sidewalks, driveways, free est. KE 1-5114 xyxy=(233,1171,337,1202)
classified-header: Carpentry xyxy=(565,1575,669,1589)
classified-ad: $6.95 xyxy=(787,385,891,400)
classified-ad: WEDDING Gown. White peau de soie A-line lace trim. Full length matching lace trimmed veil. Worn once. Originally $225. sell $85. Size 10-12. Spotless. 421-2649 xyxy=(343,269,447,318)
classified-ad: POODLE puppies under $150 721-0674 xyxy=(454,695,558,718)
classified-ad: BEGIN A CAREER IN DOG GROOMING. CLASSES NOW FORMING. FOR MORE INFORMATION PLEASE CALL. xyxy=(787,399,891,439)
classified-ad: BABY GRAND piano, good condition, call between 2-7 PM. 534-5074 xyxy=(122,84,226,116)
classified-ad: Fence Service-all types commercial & residential Installed. Free est., satisfaction guaranteed. Call Mr. Burlin 255-7894 xyxy=(897,1282,1002,1321)
classified-ad: FEMALE BLUE Point Persian, chocolate, eyes, declawed with papers. $75. 523-9150 xyxy=(676,575,780,607)
